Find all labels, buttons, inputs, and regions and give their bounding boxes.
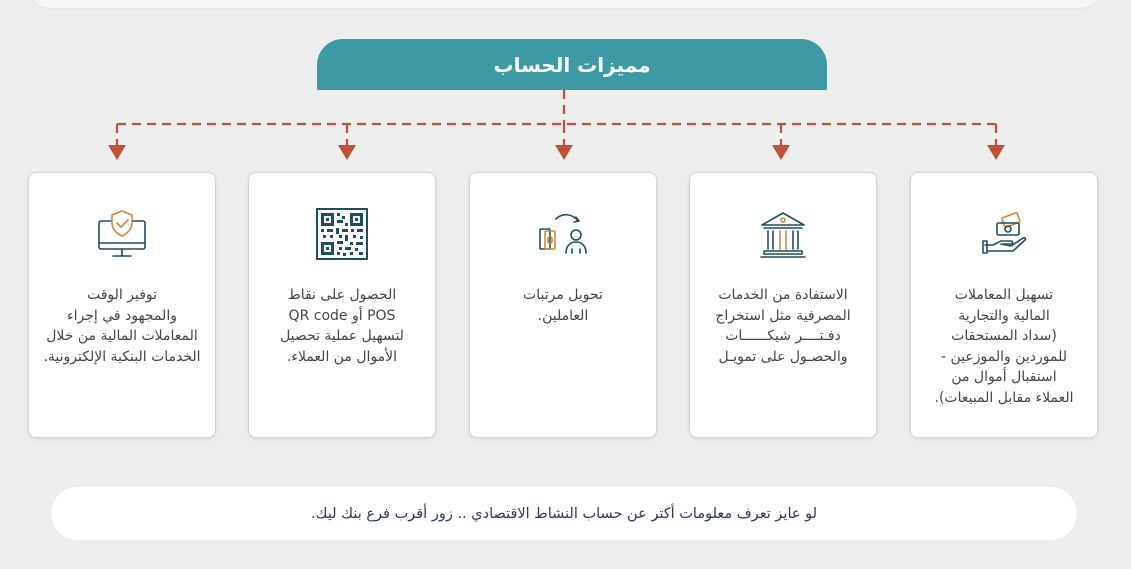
feature-card-time-saving	[28, 172, 216, 438]
arrow-down-icon	[108, 145, 126, 160]
secure-monitor-icon	[95, 207, 149, 261]
arrow-down-icon	[772, 145, 790, 160]
arrow-down-icon	[338, 145, 356, 160]
feature-card-salary-transfer	[469, 172, 657, 438]
footer-text: لو عايز تعرف معلومات أكتر عن حساب النشاط الاقتصادي .. زور أقرب فرع بنك ليك.	[310, 505, 818, 522]
feature-text: توفير الوقت والمجهود في إجراء المعاملات المالية من خلال الخدمات البنكية الإلكترونية.	[43, 287, 201, 365]
bank-building-icon	[756, 207, 810, 261]
footer-banner	[51, 487, 1077, 540]
arrow-down-icon	[987, 145, 1005, 160]
arrow-down-icon	[555, 145, 573, 160]
feature-card-transactions	[910, 172, 1098, 438]
feature-text: تسهيل المعاملات المالية والتجارية (سداد المستحقات للموردين والموزعين - استقبال أموال من العملاء مقابل المبيعات).	[934, 287, 1074, 406]
feature-text: الاستفادة من الخدمات المصرفية مثل استخراج دفـتــــر شيكــــــات والحصـول على تمويـل	[715, 287, 851, 365]
top-strip	[30, 0, 1100, 8]
header-title: مميزات الحساب	[493, 52, 651, 77]
feature-text: تحويل مرتبات العاملين.	[523, 287, 603, 324]
qr-code-icon	[315, 207, 369, 261]
feature-card-pos-qr	[248, 172, 436, 438]
hand-money-icon	[977, 207, 1031, 261]
features-header	[317, 39, 827, 90]
feature-text: الحصول على نقاط POS أو QR code لتسهيل عملية تحصيل الأموال من العملاء.	[280, 287, 404, 365]
salary-transfer-icon	[536, 207, 590, 261]
feature-card-banking-services	[689, 172, 877, 438]
